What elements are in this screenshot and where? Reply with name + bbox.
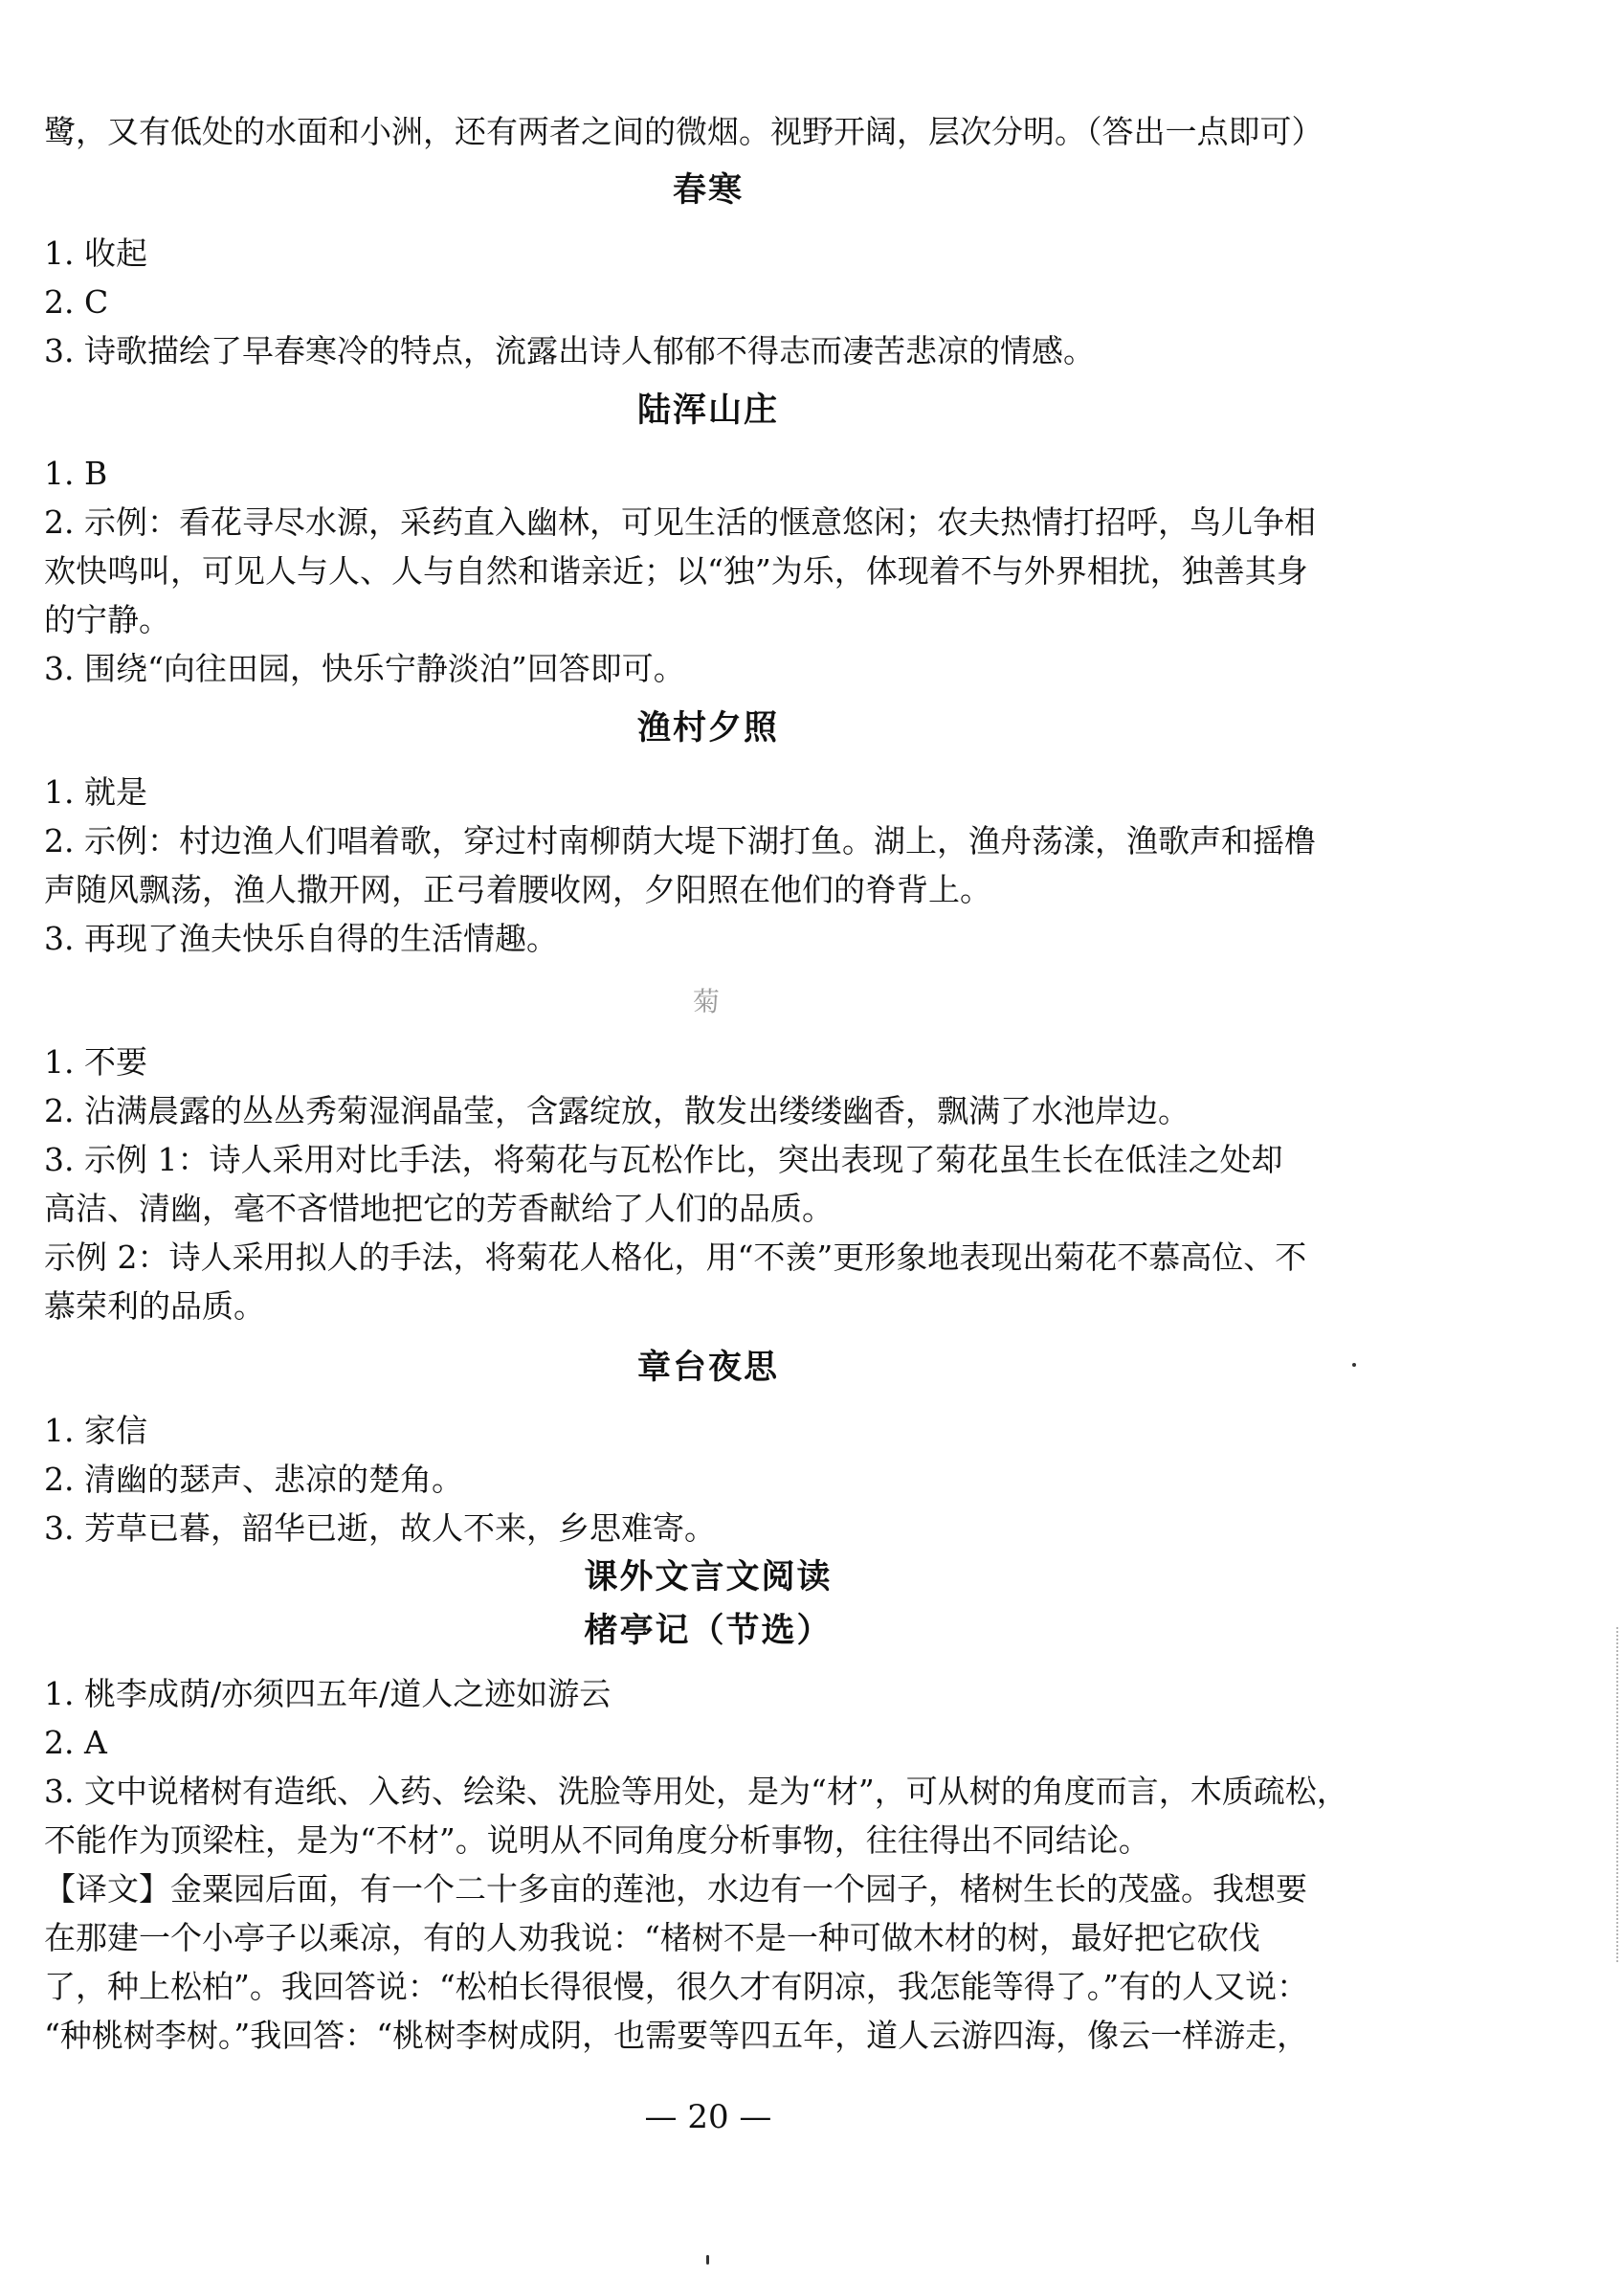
page-number: — 20 — bbox=[644, 2098, 772, 2136]
answer-line: 1. 桃李成荫/亦须四五年/道人之迹如游云 bbox=[44, 1675, 612, 1712]
answer-line: 2. 示例：看花寻尽水源，采药直入幽林，可见生活的惬意悠闲；农夫热情打招呼，鸟儿争相 bbox=[44, 503, 1316, 541]
answer-line: 示例 2：诗人采用拟人的手法，将菊花人格化，用“不羡”更形象地表现出菊花不慕高位、不 bbox=[44, 1239, 1307, 1276]
answer-line: 欢快鸣叫，可见人与人、人与自然和谐亲近；以“独”为乐，体现着不与外界相扰，独善其身 bbox=[44, 552, 1308, 590]
intro-line: 鹭，又有低处的水面和小洲，还有两者之间的微烟。视野开阔，层次分明。（答出一点即可） bbox=[44, 113, 1324, 150]
answer-line: 3. 诗歌描绘了早春寒冷的特点，流露出诗人郁郁不得志而凄苦悲凉的情感。 bbox=[44, 332, 1095, 369]
section-title-luhun-shanzhuang: 陆浑山庄 bbox=[636, 391, 779, 430]
answer-line: 2. 清幽的瑟声、悲凉的楚角。 bbox=[44, 1461, 463, 1498]
translation-line: 【译文】金粟园后面，有一个二十多亩的莲池，水边有一个园子，楮树生长的茂盛。我想要 bbox=[44, 1870, 1307, 1908]
answer-line: 1. B bbox=[44, 455, 108, 492]
section-title-chuting-ji: 楮亭记（节选） bbox=[584, 1612, 833, 1650]
answer-line: 1. 家信 bbox=[44, 1412, 147, 1449]
scan-speck bbox=[1352, 1363, 1356, 1367]
translation-line: 了，种上松柏”。我回答说：“松柏长得很慢，很久才有阴凉，我怎能等得了。”有的人又说： bbox=[44, 1968, 1309, 2005]
translation-line: “种桃树李树。”我回答：“桃树李树成阴，也需要等四五年，道人云游四海，像云一样游走， bbox=[44, 2017, 1309, 2054]
answer-line: 2. 沾满晨露的丛丛秀菊湿润晶莹，含露绽放，散发出缕缕幽香，飘满了水池岸边。 bbox=[44, 1092, 1190, 1129]
answer-line: 不能作为顶梁柱，是为“不材”。说明从不同角度分析事物，往往得出不同结论。 bbox=[44, 1821, 1150, 1859]
section-title-yucun-xizhao: 渔村夕照 bbox=[636, 709, 779, 748]
scan-edge-artifact bbox=[1616, 1627, 1624, 1962]
answer-line: 2. 示例：村边渔人们唱着歌，穿过村南柳荫大堤下湖打鱼。湖上，渔舟荡漾，渔歌声和摇橹 bbox=[44, 822, 1316, 859]
answer-line: 3. 文中说楮树有造纸、入药、绘染、洗脸等用处，是为“材”，可从树的角度而言，木质疏松， bbox=[44, 1773, 1348, 1810]
answer-line: 高洁、清幽，毫不吝惜地把它的芳香献给了人们的品质。 bbox=[44, 1190, 834, 1227]
section-title-zhangtai-yesi: 章台夜思 bbox=[636, 1349, 779, 1387]
answer-line: 3. 再现了渔夫快乐自得的生活情趣。 bbox=[44, 920, 558, 957]
answer-line: 3. 芳草已暮，韶华已逝，故人不来，乡思难寄。 bbox=[44, 1509, 716, 1547]
answer-line: 3. 示例 1：诗人采用对比手法，将菊花与瓦松作比，突出表现了菊花虽生长在低洼之处却 bbox=[44, 1141, 1283, 1178]
part-heading: 课外文言文阅读 bbox=[584, 1558, 833, 1596]
answer-line: 1. 就是 bbox=[44, 773, 147, 811]
scan-speck bbox=[706, 2255, 709, 2265]
answer-line: 的宁静。 bbox=[44, 601, 170, 638]
answer-line: 1. 收起 bbox=[44, 234, 147, 272]
answer-line: 2. A bbox=[44, 1724, 107, 1761]
section-title-chunhan: 春寒 bbox=[672, 171, 744, 210]
translation-line: 在那建一个小亭子以乘凉，有的人劝我说：“楮树不是一种可做木材的树，最好把它砍伐 bbox=[44, 1919, 1260, 1956]
section-title-ju: 菊 bbox=[692, 986, 720, 1017]
answer-line: 慕荣利的品质。 bbox=[44, 1287, 265, 1325]
answer-line: 1. 不要 bbox=[44, 1043, 147, 1081]
answer-line: 3. 围绕“向往田园，快乐宁静淡泊”回答即可。 bbox=[44, 650, 685, 687]
answer-line: 声随风飘荡，渔人撒开网，正弓着腰收网，夕阳照在他们的脊背上。 bbox=[44, 871, 991, 908]
answer-line: 2. C bbox=[44, 283, 109, 321]
